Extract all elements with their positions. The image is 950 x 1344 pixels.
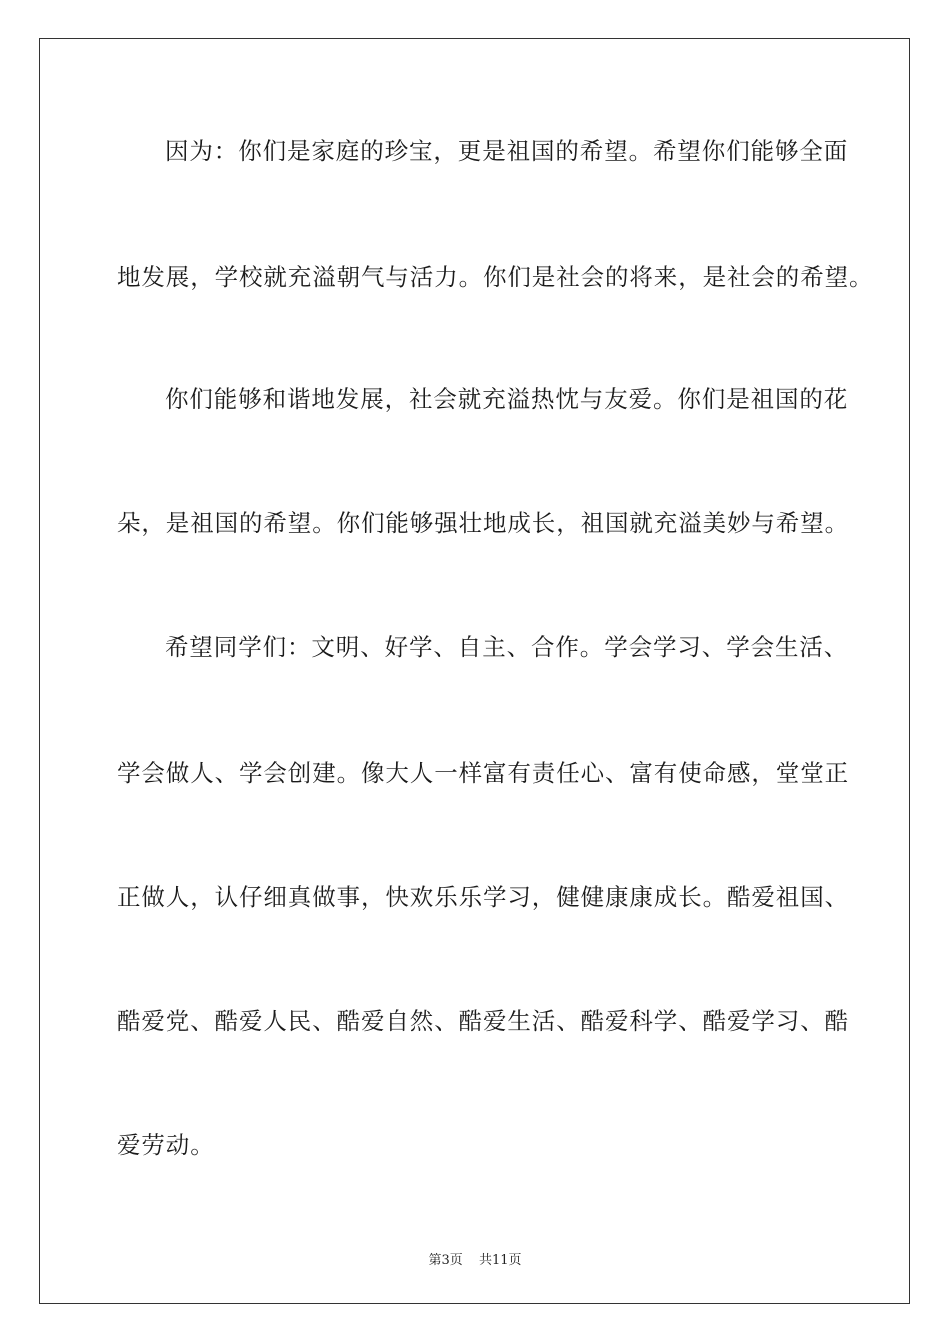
page-number-total: 共11页	[478, 1253, 522, 1268]
page-border	[39, 38, 910, 1304]
page-number-current: 第3页	[428, 1253, 463, 1268]
paragraph-3-line-1: 希望同学们：文明、好学、自主、合作。学会学习、学会生活、	[165, 633, 849, 661]
paragraph-3-line-2: 学会做人、学会创建。像大人一样富有责任心、富有使命感，堂堂正	[117, 759, 849, 787]
paragraph-3-line-4: 酷爱党、酷爱人民、酷爱自然、酷爱生活、酷爱科学、酷爱学习、酷	[117, 1007, 849, 1035]
paragraph-2-line-1: 你们能够和谐地发展，社会就充溢热忱与友爱。你们是祖国的花	[165, 385, 849, 413]
page-footer	[0, 1249, 950, 1268]
paragraph-1-line-1: 因为：你们是家庭的珍宝，更是祖国的希望。希望你们能够全面	[165, 137, 849, 165]
paragraph-3-line-5: 爱劳动。	[117, 1131, 215, 1159]
paragraph-3-line-3: 正做人，认仔细真做事，快欢乐乐学习，健健康康成长。酷爱祖国、	[117, 883, 849, 911]
paragraph-2-line-2: 朵，是祖国的希望。你们能够强壮地成长，祖国就充溢美妙与希望。	[117, 509, 849, 537]
paragraph-1-line-2: 地发展，学校就充溢朝气与活力。你们是社会的将来，是社会的希望。	[117, 263, 874, 291]
